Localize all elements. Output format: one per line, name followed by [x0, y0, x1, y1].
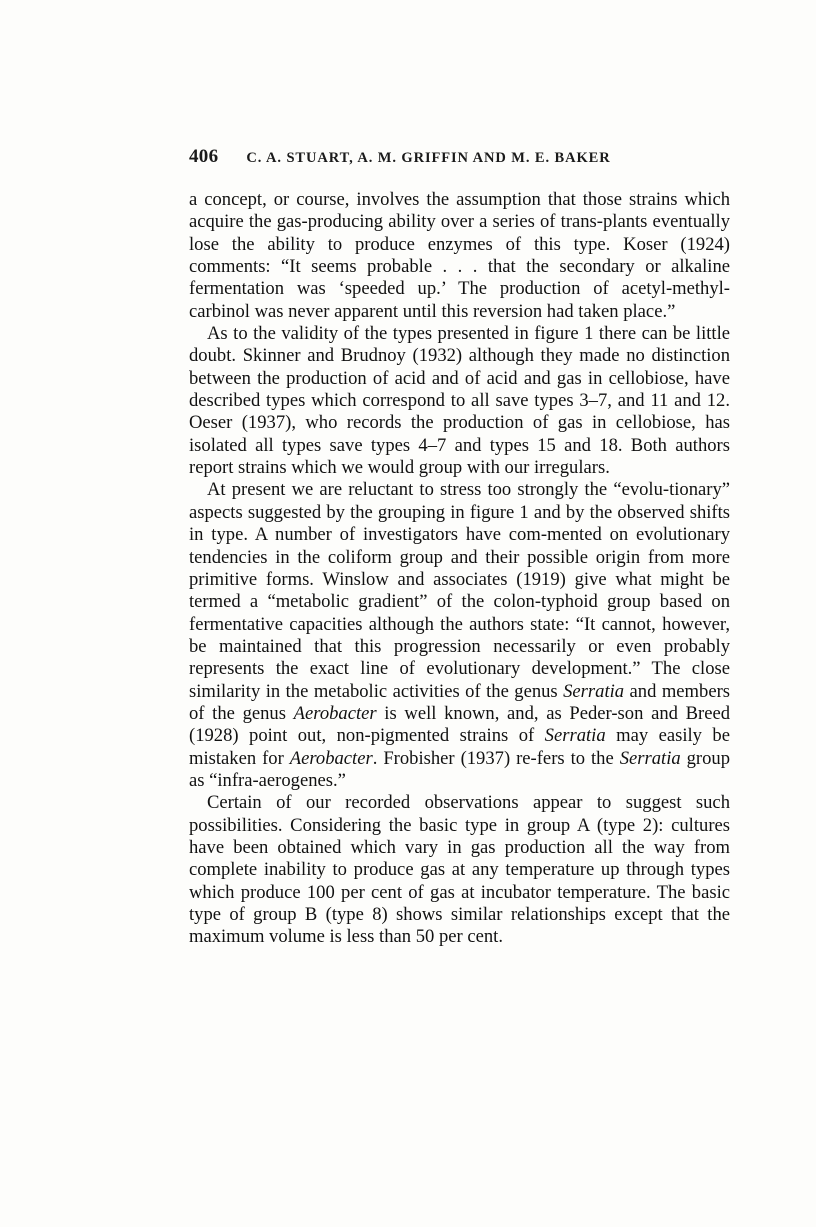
- paragraph: [189, 479, 730, 792]
- paragraph: [189, 189, 730, 323]
- text-run: a concept, or course, involves the assumption that those strains which acquire the gas-producing ability over a series of trans-plants eventually lose the ability to produce enzymes of this type. Koser (1924) comments: “It seems probable . . . that the secondary or alkaline fermentation was ‘speeded up.’ The production of acetyl-methyl-carbinol was never apparent until this reversion had taken place.”: [189, 189, 730, 322]
- text-run: and members of the genus: [189, 680, 730, 724]
- running-head-authors: C. A. STUART, A. M. GRIFFIN AND M. E. BAKER: [246, 150, 611, 166]
- paragraph: [189, 323, 730, 479]
- italic-genus-name: Serratia: [619, 747, 681, 769]
- text-run: . Frobisher (1937) re-fers to the: [372, 747, 620, 769]
- text-run: group as “infra-aerogenes.”: [189, 747, 731, 791]
- paragraph: [189, 792, 730, 948]
- text-run: may easily be mistaken for: [189, 725, 730, 769]
- italic-genus-name: Aerobacter: [289, 747, 373, 769]
- text-run: Certain of our recorded observations appear to suggest such possibilities. Considering the basic type in group A (type 2): cultures have been obtained which vary in gas production all the way from complete inability to produce gas at any temperature up through types which produce 100 per cent of gas at incubator temperature. The basic type of group B (type 8) shows similar relationships except that the maximum volume is less than 50 per cent.: [189, 792, 730, 948]
- text-run: is well known, and, as Peder-son and Breed (1928) point out, non-pigmented strains of: [189, 702, 731, 747]
- text-run: As to the validity of the types presented in figure 1 there can be little doubt. Skinner and Brudnoy (1932) although they made no distinction between the production of acid and of acid and gas in cellobiose, have described types which correspond to all save types 3–7, and 11 and 12. Oeser (1937), who records the production of gas in cellobiose, has isolated all types save types 4–7 and types 15 and 18. Both authors report strains which we would group with our irregulars.: [189, 323, 730, 479]
- page-number: 406: [189, 146, 219, 167]
- italic-genus-name: Serratia: [544, 725, 606, 747]
- italic-genus-name: Aerobacter: [293, 702, 377, 724]
- italic-genus-name: Serratia: [563, 680, 625, 702]
- text-run: At present we are reluctant to stress too strongly the “evolu-tionary” aspects suggested by the grouping in figure 1 and by the observed shifts in type. A number of investigators have com-mented on evolutionary tendencies in the coliform group and their possible origin from more primitive forms. Winslow and associates (1919) give what might be termed a “metabolic gradient” of the colon-typhoid group based on fermentative capacities although the authors state: “It cannot, however, be maintained that this progression necessarily or even probably represents the exact line of evolutionary development.” The close similarity in the metabolic activities of the genus: [189, 479, 730, 702]
- running-header: [189, 146, 734, 168]
- body-text: [189, 189, 730, 949]
